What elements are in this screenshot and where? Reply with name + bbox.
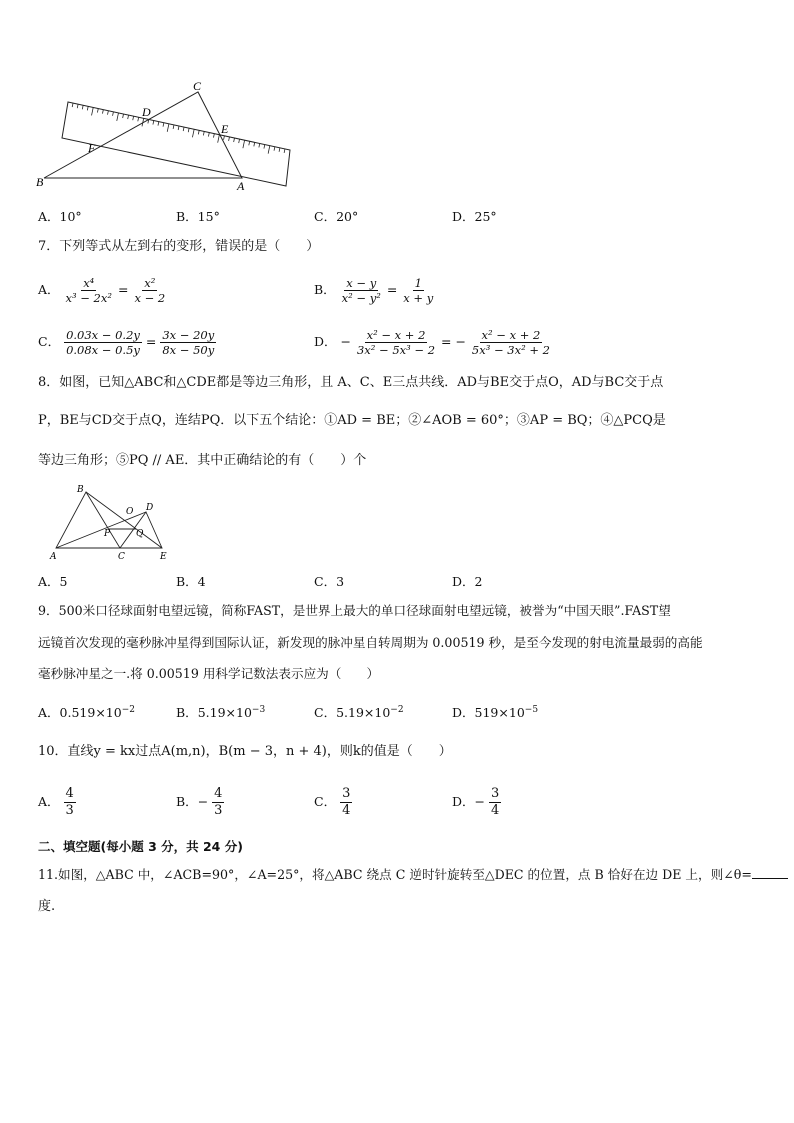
- ruler-ticks: [72, 103, 285, 154]
- ruler-tick: [72, 103, 73, 107]
- ruler-tick: [158, 122, 159, 126]
- label-a: A: [237, 179, 245, 193]
- q10-d-den: 4: [491, 803, 500, 818]
- q11-line1: [38, 866, 788, 884]
- q7-d-label: D．: [314, 334, 337, 349]
- q7-b-rnum: 1: [414, 276, 422, 290]
- q10-option-d[interactable]: [452, 786, 501, 819]
- q8-option-c[interactable]: C．3: [314, 574, 345, 589]
- q6-option-b[interactable]: B．15°: [176, 209, 220, 224]
- q7-c-lnum: 0.03x − 0.2y: [66, 328, 140, 342]
- ruler-tick: [87, 106, 88, 110]
- q10-a-den: 3: [65, 803, 74, 818]
- ruler-tick: [173, 125, 174, 129]
- q7-a-rnum: x²: [144, 276, 156, 290]
- ruler-tick: [133, 116, 134, 120]
- ruler-tick: [128, 115, 129, 119]
- q7-b-lden: x² − y²: [341, 291, 381, 305]
- q7-stem: 7．下列等式从左到右的变形，错误的是（ ）: [38, 239, 320, 254]
- q6-option-a[interactable]: A．10°: [38, 209, 82, 224]
- q10-a-label: A．: [38, 794, 60, 809]
- q7-b-lnum: x − y: [346, 276, 377, 290]
- q11-text: 11.如图，△ABC 中，∠ACB=90°，∠A=25°，将△ABC 绕点 C 逆时针旋转至△DEC 的位置，点 B 恰好在边 DE 上，则∠θ=: [38, 867, 752, 882]
- ruler-tick: [97, 109, 98, 113]
- q10-a-num: 4: [65, 786, 74, 801]
- ruler-tick: [178, 126, 179, 130]
- ruler-tick: [264, 145, 265, 149]
- ruler-tick: [117, 113, 119, 121]
- q10-b-sign: −: [197, 794, 209, 809]
- ruler-tick: [234, 138, 235, 142]
- ruler-tick: [239, 139, 240, 143]
- q7-b-label: B．: [314, 282, 336, 297]
- q7-a-lden: x³ − 2x²: [65, 291, 112, 305]
- ruler-tick: [198, 130, 199, 134]
- q10-b-label: B．: [176, 794, 198, 809]
- label-d: D: [142, 105, 151, 119]
- q7-a-lnum: x⁴: [83, 276, 95, 290]
- fig8-label-d: D: [146, 503, 154, 513]
- q9-option-d[interactable]: [452, 703, 538, 721]
- ruler-tick: [213, 134, 214, 138]
- ruler-tick: [203, 131, 204, 135]
- q9-option-c[interactable]: [314, 703, 404, 721]
- ruler-tick: [113, 112, 114, 116]
- label-f: F: [88, 141, 96, 155]
- q10-c-num: 3: [342, 786, 351, 801]
- ruler-tick: [218, 135, 220, 143]
- q7-c-lden: 0.08x − 0.5y: [66, 343, 140, 357]
- q6-option-d[interactable]: D．25°: [452, 209, 497, 224]
- ruler-tick: [138, 117, 139, 121]
- q9-b-label: B．: [176, 705, 198, 720]
- label-b: B: [36, 175, 44, 189]
- q9-a-base: 0.519×10: [59, 705, 122, 720]
- q9-option-b[interactable]: [176, 703, 265, 721]
- q8-line3: 等边三角形；⑤PQ // AE．其中正确结论的有（ ）个: [38, 453, 367, 468]
- q7-option-c[interactable]: C． $\frac{0.03x - 0.2y}{0.08x - 0.5y}$ = $\frac{3x - 20y}{8x - 50y}$: [38, 328, 215, 357]
- ruler-tick: [284, 149, 285, 153]
- label-e: E: [221, 122, 229, 136]
- q10-c-label: C．: [314, 794, 337, 809]
- q11-answer-blank[interactable]: [752, 878, 788, 879]
- q10-option-b[interactable]: [176, 786, 224, 819]
- q10-c-den: 4: [342, 803, 351, 818]
- q9-b-base: 5.19×10: [197, 705, 252, 720]
- q7-option-a[interactable]: A． $\frac{\text{x⁴}}{\text{x³ − 2x²}}$ = $\frac{\text{x²}}{x - 2}$: [38, 276, 166, 305]
- ruler-tick: [183, 127, 184, 131]
- ruler-tick: [254, 142, 255, 146]
- ruler-tick: [259, 143, 260, 147]
- q9-a-label: A．: [38, 705, 60, 720]
- q10-option-a[interactable]: [38, 786, 76, 819]
- q7-option-b[interactable]: B． $\frac{x - y}{\text{x² − y²}}$ = $\frac{1}{x + y}$: [314, 276, 434, 305]
- q7-d-lden: 3x² − 5x³ − 2: [356, 343, 436, 357]
- ruler-tick: [274, 147, 275, 151]
- q9-c-base: 5.19×10: [336, 705, 391, 720]
- ruler-tick: [153, 121, 154, 125]
- ruler-tick: [268, 146, 270, 154]
- q8-option-b[interactable]: B．4: [176, 574, 206, 589]
- ruler-tick: [108, 111, 109, 115]
- ruler-tick: [192, 129, 194, 137]
- q9-line2: 远镜首次发现的毫秒脉冲星得到国际认证，新发现的脉冲星自转周期为 0.00519 秒，是至今发现的射电流量最弱的高能: [38, 635, 703, 650]
- q8-option-d[interactable]: D．2: [452, 574, 483, 589]
- q7-d-rden: 5x³ − 3x² + 2: [471, 343, 550, 357]
- q9-d-base: 519×10: [474, 705, 525, 720]
- fig8-label-q: Q: [136, 529, 144, 539]
- ruler-tick: [123, 114, 124, 118]
- q7-c-rnum: 3x − 20y: [162, 328, 215, 342]
- figure-ruler-triangle: [30, 78, 300, 196]
- q8-option-a[interactable]: A．5: [38, 574, 68, 589]
- q10-option-c[interactable]: [314, 786, 352, 819]
- q9-line1: 9．500米口径球面射电望远镜，简称FAST，是世界上最大的单口径球面射电望远镜，被誉为“中国天眼”.FAST望: [38, 603, 671, 618]
- q9-c-exp: −2: [390, 704, 404, 715]
- ruler-tick: [279, 148, 280, 152]
- fig8-label-b: B: [77, 485, 84, 495]
- q7-a-rden: x − 2: [134, 291, 166, 305]
- q7-b-rden: x + y: [403, 291, 434, 305]
- q8-line2: P，BE与CD交于点Q，连结PQ．以下五个结论：①AD = BE；②∠AOB = 60°；③AP = BQ；④△PCQ是: [38, 413, 666, 428]
- ruler-tick: [208, 133, 209, 137]
- q7-c-rden: 8x − 50y: [162, 343, 215, 357]
- ruler-tick: [92, 107, 94, 115]
- q7-option-d[interactable]: D． − $\frac{\text{x² − x + 2}}{\text{3x² − 5x³ − 2}}$ = − $\frac{\text{x² − x + 2}}{\text{5x³ − 3x² + 2}}$: [314, 328, 550, 357]
- ruler-tick: [102, 110, 103, 114]
- fig8-label-e: E: [160, 552, 167, 562]
- q10-b-num: 4: [214, 786, 223, 801]
- q6-option-c[interactable]: C．20°: [314, 209, 359, 224]
- ruler-tick: [243, 140, 245, 148]
- ruler-tick: [163, 123, 164, 127]
- q11-line2: 度.: [38, 899, 56, 914]
- q10-d-label: D．: [452, 794, 475, 809]
- figure-equilateral-triangles: [48, 482, 178, 562]
- label-c: C: [193, 79, 202, 93]
- q10-b-den: 3: [214, 803, 223, 818]
- q9-c-label: C．: [314, 705, 337, 720]
- section-fill-blank-title: 二、填空题(每小题 3 分，共 24 分): [38, 839, 243, 854]
- fig8-label-a: A: [50, 552, 57, 562]
- ruler-tick: [229, 137, 230, 141]
- q9-d-exp: −5: [524, 704, 539, 715]
- q7-d-rnum: x² − x + 2: [481, 328, 541, 342]
- q7-a-label: A．: [38, 282, 60, 297]
- ruler-tick: [224, 136, 225, 140]
- q8-line1: 8．如图，已知△ABC和△CDE都是等边三角形，且 A、C、E三点共线．AD与BE交于点O，AD与BC交于点: [38, 375, 664, 390]
- q9-option-a[interactable]: [38, 703, 135, 721]
- q10-d-num: 3: [491, 786, 500, 801]
- ruler-tick: [77, 104, 78, 108]
- q9-line3: 毫秒脉冲星之一.将 0.00519 用科学记数法表示应为（ ）: [38, 666, 380, 681]
- q9-b-exp: −3: [251, 704, 266, 715]
- ruler-tick: [249, 141, 250, 145]
- q10-d-sign: −: [474, 794, 486, 809]
- fig8-label-c: C: [118, 552, 125, 562]
- q10-stem: 10．直线y = kx过点A(m,n)，B(m − 3，n + 4)，则k的值是（ ）: [38, 744, 452, 759]
- ruler-tick: [82, 105, 83, 109]
- q9-a-exp: −2: [121, 704, 135, 715]
- ruler-tick: [167, 124, 169, 132]
- fig8-label-o: O: [126, 507, 134, 517]
- fig8-label-p: P: [104, 529, 111, 539]
- q9-d-label: D．: [452, 705, 475, 720]
- q7-c-label: C．: [38, 334, 61, 349]
- q7-d-lnum: x² − x + 2: [366, 328, 426, 342]
- ruler: [62, 102, 290, 186]
- ruler-tick: [188, 128, 189, 132]
